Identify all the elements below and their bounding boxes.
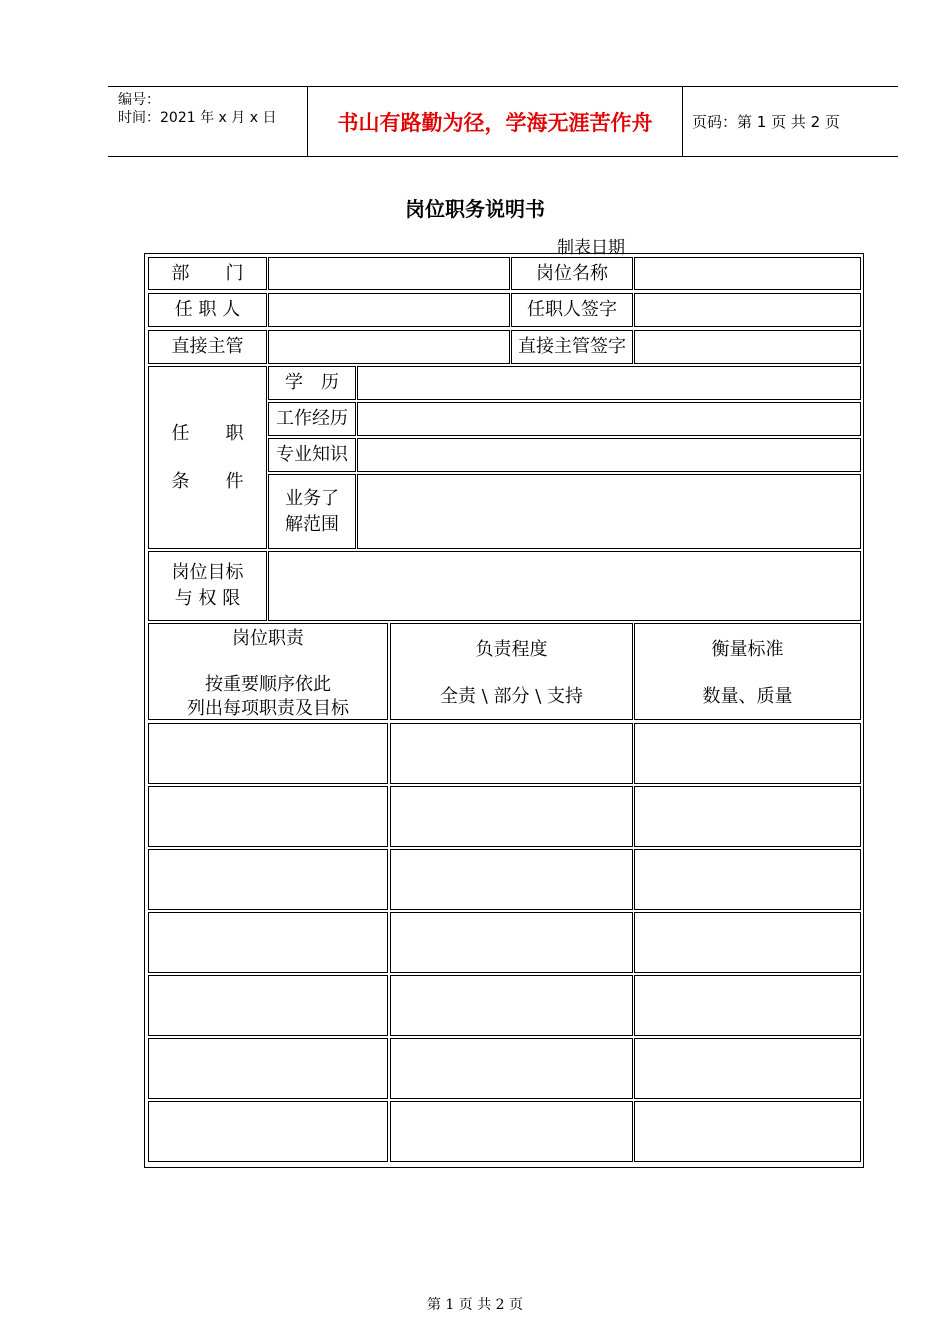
- goal-label: [148, 551, 267, 621]
- measure-column-note: 数量、质量: [702, 686, 793, 707]
- supervisor-sign-field[interactable]: [634, 330, 861, 364]
- duty-column-note-1: 按重要顺序依此: [205, 674, 331, 695]
- qualification-line-1: 任 职: [171, 422, 244, 444]
- education-label: 学 历: [285, 372, 339, 393]
- goal-line-1: 岗位目标: [171, 562, 244, 583]
- incumbent-field[interactable]: [268, 293, 510, 327]
- duty-column-note-2: 列出每项职责及目标: [187, 698, 349, 719]
- number-label: 编号：: [118, 92, 160, 108]
- responsibility-cell[interactable]: [390, 912, 633, 973]
- position-name-label: 岗位名称: [536, 262, 608, 284]
- incumbent-sign-label: 任职人签字: [527, 299, 617, 320]
- responsibility-column-note: 全责 \ 部分 \ 支持: [439, 686, 583, 707]
- measure-cell[interactable]: [634, 849, 861, 910]
- responsibility-cell[interactable]: [390, 975, 633, 1036]
- responsibility-cell[interactable]: [390, 1101, 633, 1162]
- duty-cell[interactable]: [148, 786, 388, 847]
- business-scope-line-1: 业务了: [285, 487, 339, 509]
- duty-cell[interactable]: [148, 723, 388, 784]
- measure-column-title: 衡量标准: [711, 639, 784, 660]
- responsibility-cell[interactable]: [390, 723, 633, 784]
- measure-cell[interactable]: [634, 1038, 861, 1099]
- date-label: 制表日期: [557, 238, 625, 258]
- header-meta: [108, 87, 308, 156]
- responsibility-cell[interactable]: [390, 1038, 633, 1099]
- work-experience-field[interactable]: [357, 402, 861, 436]
- supervisor-field[interactable]: [268, 330, 510, 364]
- duty-cell[interactable]: [148, 1038, 388, 1099]
- department-label: 部 门: [171, 262, 244, 284]
- business-scope-label: [268, 474, 356, 549]
- professional-knowledge-field[interactable]: [357, 438, 861, 472]
- business-scope-line-2: 解范围: [285, 513, 339, 535]
- professional-knowledge-label: 专业知识: [276, 444, 348, 465]
- measure-cell[interactable]: [634, 723, 861, 784]
- header-motto: 书山有路勤为径，学海无涯苦作舟: [308, 87, 683, 156]
- supervisor-sign-label: 直接主管签字: [518, 336, 626, 357]
- measure-cell[interactable]: [634, 912, 861, 973]
- responsibility-cell[interactable]: [390, 786, 633, 847]
- measure-cell[interactable]: [634, 1101, 861, 1162]
- duty-column-title: 岗位职责: [232, 628, 304, 649]
- page-footer: 第 1 页 共 2 页: [426, 1297, 524, 1313]
- document-header: [108, 86, 898, 157]
- goal-line-2: 与 权 限: [174, 588, 241, 609]
- work-experience-label: 工作经历: [276, 408, 348, 429]
- qualification-label: [148, 366, 267, 549]
- responsibility-cell[interactable]: [390, 849, 633, 910]
- department-field[interactable]: [268, 257, 510, 290]
- duty-cell[interactable]: [148, 912, 388, 973]
- duty-cell[interactable]: [148, 849, 388, 910]
- position-name-field[interactable]: [634, 257, 861, 290]
- header-page-info: 页码：第 1 页 共 2 页: [692, 113, 840, 131]
- business-scope-field[interactable]: [357, 474, 861, 549]
- supervisor-label: 直接主管: [171, 336, 244, 357]
- duty-cell[interactable]: [148, 1101, 388, 1162]
- incumbent-sign-field[interactable]: [634, 293, 861, 327]
- goal-field[interactable]: [268, 551, 861, 621]
- responsibility-column-title: 负责程度: [475, 639, 548, 660]
- document-title: 岗位职务说明书: [405, 197, 545, 221]
- time-label: 时间：2021 年 x 月 x 日: [118, 110, 277, 126]
- qualification-line-2: 条 件: [171, 470, 244, 492]
- measure-cell[interactable]: [634, 786, 861, 847]
- measure-cell[interactable]: [634, 975, 861, 1036]
- incumbent-label: 任 职 人: [174, 299, 241, 320]
- education-field[interactable]: [357, 366, 861, 400]
- duty-cell[interactable]: [148, 975, 388, 1036]
